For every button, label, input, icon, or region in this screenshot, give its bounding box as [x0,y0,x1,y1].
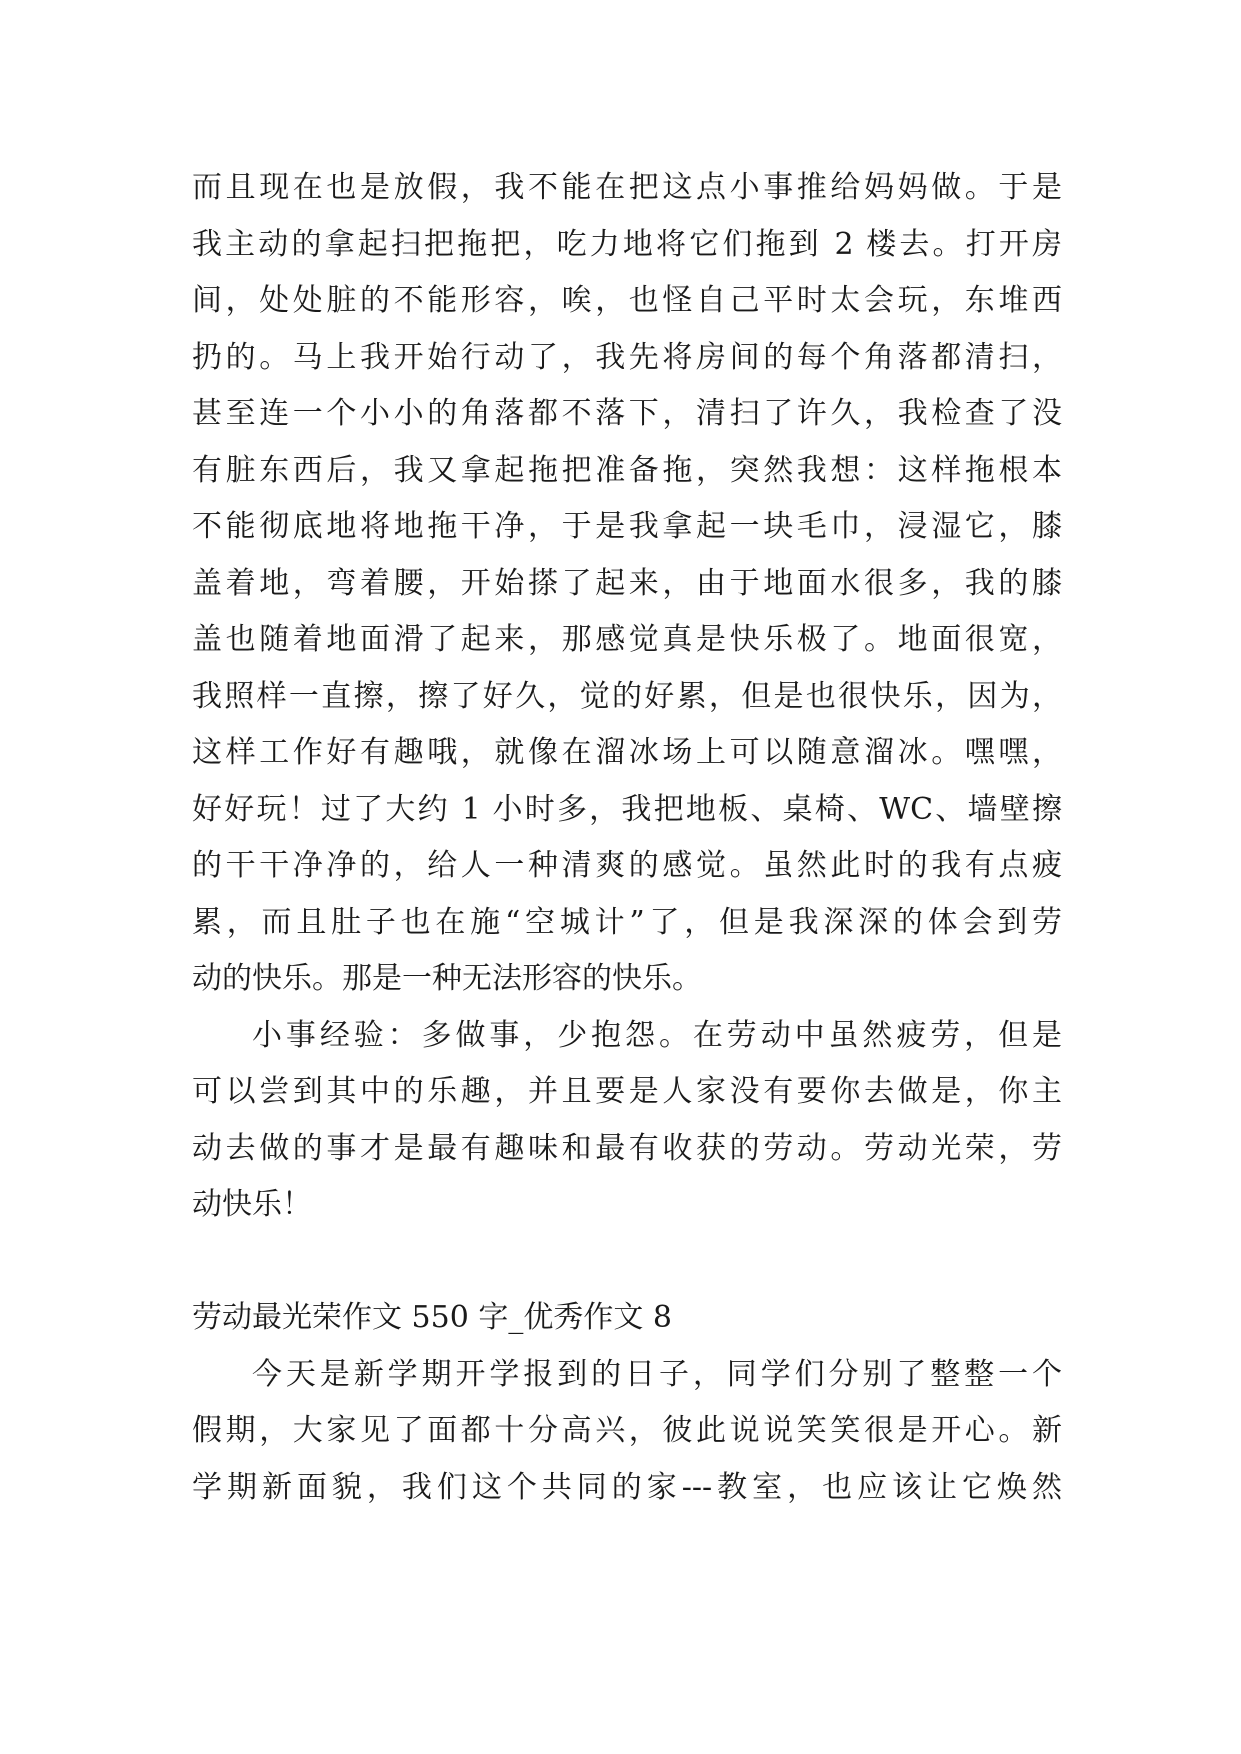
text-line: 不能彻底地将地拖干净，于是我拿起一块毛巾，浸湿它，膝 [192,509,1062,544]
text-line: 学期新面貌，我们这个共同的家---教室，也应该让它焕然 [192,1469,1062,1505]
text-line: 盖也随着地面滑了起来，那感觉真是快乐极了。地面很宽， [192,622,1062,657]
text-line: 间，处处脏的不能形容，唉，也怪自己平时太会玩，东堆西 [192,283,1062,318]
paragraph-2 [192,1008,1062,1234]
text-line: 今天是新学期开学报到的日子，同学们分别了整整一个 [252,1356,1062,1392]
text-line: 我主动的拿起扫把拖把，吃力地将它们拖到 2 楼去。打开房 [192,226,1062,262]
text-line: 我照样一直擦，擦了好久，觉的好累，但是也很快乐，因为， [192,678,1062,714]
text-line: 动快乐！ [192,1187,312,1222]
paragraph-1 [192,160,1062,1008]
document-body [192,160,1062,1516]
text-line: 而且现在也是放假，我不能在把这点小事推给妈妈做。于是 [192,170,1062,205]
text-line: 假期，大家见了面都十分高兴，彼此说说笑笑很是开心。新 [192,1413,1062,1448]
paragraph-3 [192,1347,1062,1517]
text-line: 盖着地，弯着腰，开始搽了起来，由于地面水很多，我的膝 [192,565,1062,601]
text-line: 小事经验：多做事，少抱怨。在劳动中虽然疲劳，但是 [252,1017,1062,1053]
text-line: 好好玩！过了大约 1 小时多，我把地板、桌椅、WC、墙壁擦 [192,791,1062,827]
text-line: 这样工作好有趣哦，就像在溜冰场上可以随意溜冰。嘿嘿， [192,735,1062,770]
text-line: 累，而且肚子也在施“空城计”了，但是我深深的体会到劳 [192,904,1062,940]
text-line: 甚至连一个小小的角落都不落下，清扫了许久，我检查了没 [192,396,1062,431]
text-line: 动的快乐。那是一种无法形容的快乐。 [192,961,702,996]
text-line: 动去做的事才是最有趣味和最有收获的劳动。劳动光荣，劳 [192,1130,1062,1166]
text-line: 有脏东西后，我又拿起拖把准备拖，突然我想：这样拖根本 [192,452,1062,488]
text-line: 的干干净净的，给人一种清爽的感觉。虽然此时的我有点疲 [192,848,1062,883]
text-line: 可以尝到其中的乐趣，并且要是人家没有要你去做是，你主 [192,1074,1062,1109]
section-title: 劳动最光荣作文 550 字_优秀作文 8 [192,1300,672,1335]
paragraph-spacer [192,1234,1062,1291]
text-line: 扔的。马上我开始行动了，我先将房间的每个角落都清扫， [192,339,1062,375]
